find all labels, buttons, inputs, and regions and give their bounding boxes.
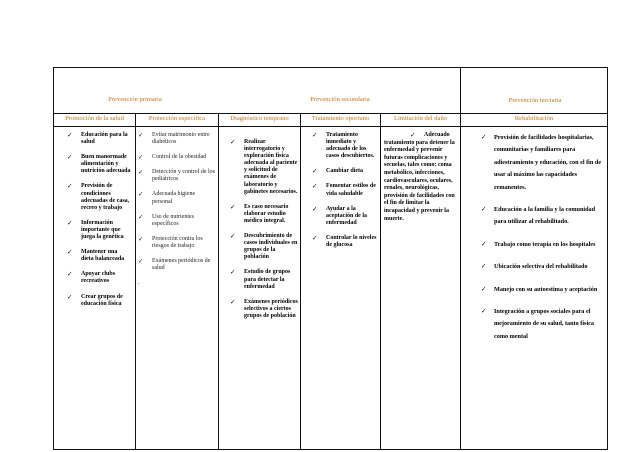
list-item-text: Adecuado tratamiento para detener la enfermedad y prevenir futuras complicaciones y secuelas, tales como: coma metabólico, infecciones, cardiovasculares, oculares, renales, neurológicas, provisión de facilidades con el fin de limitar la incapacidad y prevenir la muerte.	[384, 132, 455, 222]
list-item	[138, 169, 215, 183]
check-icon: ✓	[138, 235, 144, 243]
check-icon: ✓	[230, 233, 236, 241]
stray-period: .	[138, 280, 140, 287]
check-icon: ✓	[312, 132, 318, 139]
check-icon: ✓	[138, 258, 144, 266]
header-row-divider	[53, 113, 608, 114]
check-icon: ✓	[67, 132, 73, 139]
col-divider-1	[135, 113, 136, 450]
check-icon: ✓	[481, 308, 487, 316]
list-item	[481, 284, 605, 296]
list-item	[312, 206, 378, 227]
list-item	[384, 132, 456, 223]
list-item-text: Provisión de facilidades hospitalarias, comunitarias y familiares para adiestramiento y educación, con el fin de usar al máximo las capacidades remanentes.	[494, 134, 602, 191]
list-item	[67, 294, 131, 308]
list-item-text: Educación a la familia y la comunidad para utilizar al rehabilitado.	[494, 206, 596, 226]
check-icon: ✓	[67, 293, 73, 301]
list-item	[481, 261, 605, 273]
header-prevencion-secundaria: Prevención secundaria	[310, 96, 370, 103]
list-item-text: Evitar matrimonio entre diabéticos	[152, 132, 210, 146]
subheader-rehabilitacion: Rehabilitación	[514, 115, 554, 122]
list-item	[312, 183, 378, 197]
col-divider-2	[218, 113, 219, 450]
list-item-text: Adecuada higiene personal	[152, 191, 196, 205]
list-item	[312, 235, 378, 249]
subheader-diagnostico: Diagnóstico temprano	[230, 115, 289, 122]
list-item	[67, 220, 131, 241]
check-icon: ✓	[138, 191, 144, 199]
check-icon: ✓	[67, 154, 73, 162]
list-item-text: Detección y control de los pediátricos	[152, 169, 215, 183]
list-item-text: Cambiar dieta	[326, 168, 364, 175]
list-item	[67, 154, 131, 175]
list-item-text: Manejo con su autoestima y aceptación	[494, 285, 598, 293]
table-right-border	[607, 67, 608, 450]
list-item	[67, 271, 131, 285]
list-item-text: Controlar lo niveles de glucosa	[326, 234, 377, 249]
header-prevencion-primaria: Prevención primaria	[108, 96, 162, 103]
list-item-text: Ubicación selectiva del rehabilitado	[494, 263, 588, 271]
check-icon: ✓	[312, 234, 318, 242]
col-divider-3	[300, 113, 301, 450]
list-item	[312, 168, 378, 175]
list-item-text: Crear grupos de educación física	[81, 293, 123, 307]
col-divider-4	[380, 113, 381, 450]
check-icon: ✓	[230, 298, 236, 306]
check-icon: ✓	[138, 213, 144, 221]
check-icon: ✓	[481, 285, 487, 293]
list-item	[67, 183, 131, 211]
list-item-text: Ayudar a la aceptación de la enfermedad	[326, 205, 367, 226]
check-icon: ✓	[230, 269, 236, 277]
col-tratamiento	[312, 132, 378, 257]
list-item-text: Apoyar clubs recreativos	[81, 271, 116, 285]
subheader-tratamiento: Tratamiento oportuno	[311, 115, 370, 122]
check-icon: ✓	[67, 271, 73, 279]
list-item	[481, 132, 605, 194]
list-item	[230, 233, 298, 261]
list-item	[138, 258, 215, 272]
list-item	[67, 132, 131, 146]
list-item-text: Exámenes periódicos de salud	[152, 258, 211, 272]
list-item-text: Uso de nutrientes específicos	[152, 213, 194, 227]
check-icon: ✓	[410, 132, 416, 139]
list-item-text: Previsión de condiciones adecuadas de casa, recreo y trabajo	[81, 183, 130, 211]
col-rehabilitacion	[481, 132, 605, 353]
list-item	[138, 236, 215, 250]
col-promocion	[67, 132, 131, 316]
list-item-text: Mantener una dieta balanceada	[81, 249, 125, 263]
list-item	[481, 306, 605, 343]
list-item-text: Descubrimiento de casos individuales en grupos de la población	[244, 233, 298, 261]
check-icon: ✓	[481, 134, 487, 141]
check-icon: ✓	[138, 154, 144, 162]
col-proteccion	[138, 132, 215, 287]
list-item-text: Realizar interrogatorio y exploración física adecuada al paciente y solicitud de exámenes de laboratorio y gabinetes necesarios.	[244, 139, 298, 195]
list-item	[481, 204, 605, 229]
subheader-promocion: Promoción de la salud	[65, 115, 124, 122]
list-item-text: Educación para la salud	[81, 132, 128, 146]
col-limitacion	[384, 132, 456, 231]
list-item-text: Estudio de grupos para detectar la enfermedad	[244, 269, 291, 290]
check-icon: ✓	[230, 139, 236, 146]
col-diagnostico	[230, 139, 298, 328]
list-item	[230, 269, 298, 290]
subheader-limitacion: Limitación del daño	[393, 115, 448, 122]
list-item-text: Fomentar estilos de vida saludable	[326, 183, 376, 197]
check-icon: ✓	[312, 168, 318, 176]
list-item-text: Información importante que juega la genética	[81, 219, 124, 241]
list-item-text: Tratamiento inmediato y adecuado de los casos descubiertos.	[326, 132, 375, 160]
list-item-text: Exámenes periódicos selectivos a ciertos grupos de población	[244, 298, 298, 319]
list-item-text: Control de la obesidad	[152, 154, 207, 161]
list-item	[481, 239, 605, 251]
header-prevencion-terciaria: Prevención terciaria	[508, 97, 562, 104]
list-item	[230, 204, 298, 225]
list-item	[138, 214, 215, 228]
check-icon: ✓	[67, 249, 73, 257]
check-icon: ✓	[312, 183, 318, 191]
check-icon: ✓	[481, 206, 487, 214]
list-item	[138, 191, 215, 205]
check-icon: ✓	[138, 169, 144, 177]
check-icon: ✓	[481, 263, 487, 271]
list-item	[67, 249, 131, 263]
list-item	[312, 132, 378, 160]
check-icon: ✓	[481, 240, 487, 248]
check-icon: ✓	[67, 219, 73, 227]
table-bottom-border	[53, 449, 608, 450]
subheader-proteccion: Protección específica	[148, 115, 206, 122]
check-icon: ✓	[230, 203, 236, 211]
list-item	[230, 299, 298, 320]
list-item-text: Protección contra los riesgos de trabajo	[152, 235, 203, 249]
list-item	[230, 139, 298, 196]
list-item-text: Buen manormade alimentación y nutrición adecuada	[81, 154, 131, 175]
col-divider-5	[460, 67, 461, 450]
list-item-text: Trabajo como terapia en los hospitales	[494, 240, 596, 248]
list-item	[138, 154, 215, 161]
subheader-row-divider	[53, 126, 608, 127]
list-item-text: Es caso necesario elaborar estudio médico integral.	[244, 203, 289, 224]
check-icon: ✓	[67, 183, 73, 191]
check-icon: ✓	[138, 132, 144, 139]
check-icon: ✓	[312, 205, 318, 213]
list-item-text: Integración a grupos sociales para el mejoramiento de su salud, tanto física como mental	[494, 308, 595, 340]
list-item	[138, 132, 215, 146]
